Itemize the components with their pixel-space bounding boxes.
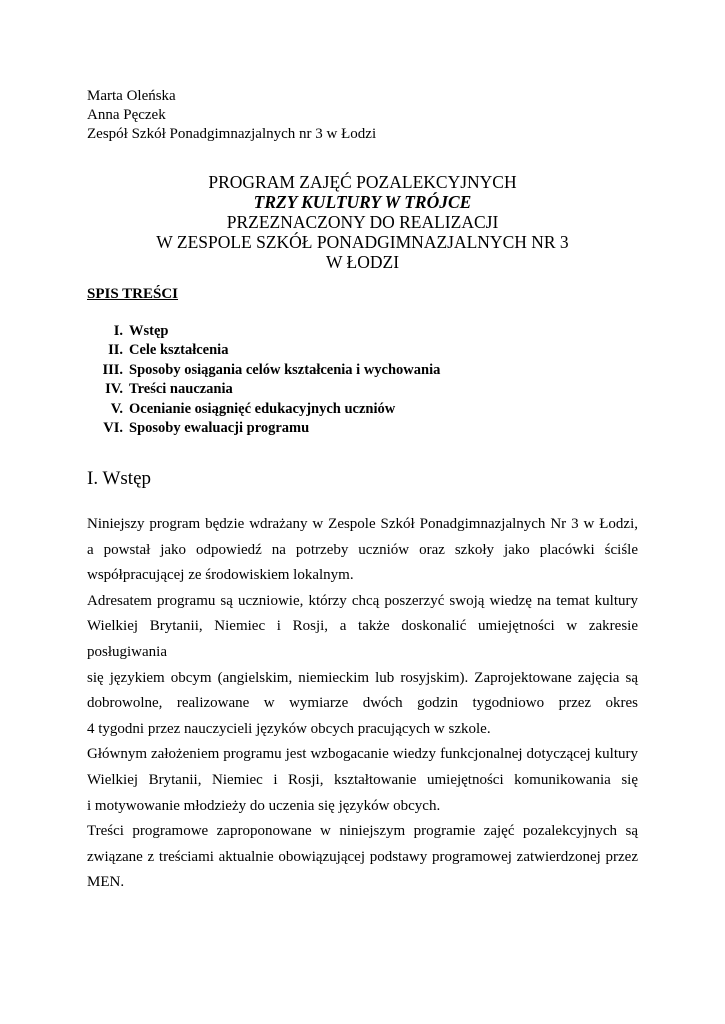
toc-label: Ocenianie osiągnięć edukacyjnych uczniów: [129, 400, 396, 417]
toc-number: II.: [108, 342, 123, 359]
title-line: W ŁODZI: [325, 252, 400, 272]
body-line: Adresatem programu są uczniowie, którzy chcą poszerzyć swoją wiedzę na temat kultury: [87, 592, 638, 609]
body-line: MEN.: [87, 874, 125, 891]
author-name: Anna Pęczek: [87, 107, 166, 123]
toc-item: [87, 419, 440, 438]
section-body: [87, 512, 638, 896]
toc-label: Treści nauczania: [129, 381, 233, 398]
toc-label: Sposoby ewaluacji programu: [129, 420, 310, 437]
author-block: [87, 87, 376, 144]
toc-label: Sposoby osiągania celów kształcenia i wychowania: [129, 361, 441, 378]
body-line: Niniejszy program będzie wdrażany w Zespole Szkół Ponadgimnazjalnych Nr 3 w Łodzi,: [87, 516, 638, 532]
body-line: Głównym założeniem programu jest wzbogacanie wiedzy funkcjonalnej dotyczącej kultury: [87, 746, 638, 763]
toc-item: [87, 400, 440, 419]
author-name: Marta Oleńska: [87, 88, 176, 104]
toc-item: [87, 361, 440, 380]
body-line: a powstał jako odpowiedź na potrzeby uczniów oraz szkoły jako placówki ściśle: [87, 541, 638, 558]
toc-label: Cele kształcenia: [129, 342, 229, 359]
body-line: dobrowolne, realizowane w wymiarze dwóch godzin tygodniowo przez okres: [87, 695, 638, 712]
toc-number: VI.: [103, 420, 123, 437]
program-name: TRZY KULTURY W TRÓJCE: [253, 192, 472, 212]
toc-number: III.: [102, 361, 123, 378]
body-line: współpracującej ze środowiskiem lokalnym.: [87, 567, 354, 584]
body-line: się językiem obcym (angielskim, niemieckim lub rosyjskim). Zaprojektowane zajęcia są: [87, 669, 638, 686]
body-line: związane z treściami aktualnie obowiązującej podstawy programowej zatwierdzonej przez: [87, 848, 638, 865]
body-line: Wielkiej Brytanii, Niemiec i Rosji, a także doskonalić umiejętności w zakresie posługiwania: [87, 618, 638, 660]
toc-item: [87, 322, 440, 341]
document-title: [0, 172, 725, 272]
body-line: 4 tygodni przez nauczycieli języków obcych pracujących w szkole.: [87, 720, 491, 737]
toc-item: [87, 341, 440, 360]
body-line: i motywowanie młodzieży do uczenia się języków obcych.: [87, 797, 441, 814]
body-line: Wielkiej Brytanii, Niemiec i Rosji, kształtowanie umiejętności komunikowania się: [87, 771, 638, 788]
toc-number: I.: [113, 323, 123, 339]
toc-number: IV.: [105, 381, 123, 398]
title-line: W ZESPOLE SZKÓŁ PONADGIMNAZJALNYCH NR 3: [156, 232, 569, 252]
toc-heading: SPIS TREŚCI: [87, 286, 179, 302]
toc-number: V.: [110, 400, 123, 417]
toc-label: Wstęp: [129, 323, 169, 339]
title-line: PRZEZNACZONY DO REALIZACJI: [226, 212, 499, 232]
title-line: PROGRAM ZAJĘĆ POZALEKCYJNYCH: [208, 172, 517, 192]
table-of-contents: [87, 322, 440, 438]
toc-item: [87, 380, 440, 399]
body-line: Treści programowe zaproponowane w niniejszym programie zajęć pozalekcyjnych są: [87, 823, 638, 840]
school-name: Zespół Szkół Ponadgimnazjalnych nr 3 w Łodzi: [87, 126, 377, 142]
section-heading: I. Wstęp: [87, 468, 152, 489]
